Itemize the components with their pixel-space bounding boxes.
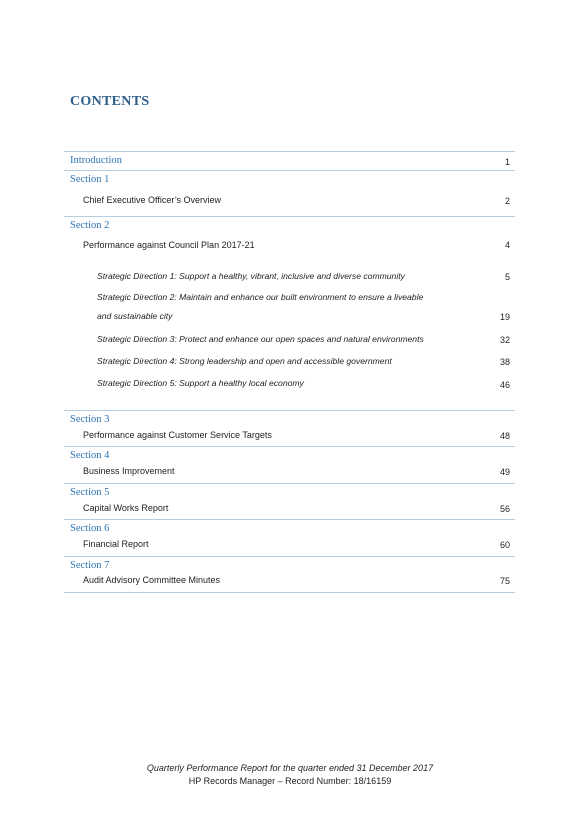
toc-entry-business-improvement[interactable]: Business Improvement: [83, 466, 175, 476]
toc-page-number: 1: [504, 157, 510, 167]
toc-page-number: 19: [499, 312, 510, 322]
toc-section-5[interactable]: Section 5: [70, 487, 110, 498]
toc-section-3[interactable]: Section 3: [70, 414, 110, 425]
toc-introduction[interactable]: Introduction: [70, 155, 122, 166]
toc-rule: [64, 592, 515, 593]
toc-page-number: 56: [499, 504, 510, 514]
toc-section-1[interactable]: Section 1: [70, 174, 110, 185]
toc-rule: [64, 170, 515, 171]
toc-rule: [64, 556, 515, 557]
footer-report-title: Quarterly Performance Report for the quarter ended 31 December 2017: [146, 763, 434, 773]
toc-rule: [64, 483, 515, 484]
toc-sub-entry-sd4[interactable]: Strategic Direction 4: Strong leadership and open and accessible government: [97, 356, 392, 366]
page-title: CONTENTS: [70, 94, 150, 109]
toc-page-number: 48: [499, 431, 510, 441]
toc-section-7[interactable]: Section 7: [70, 560, 110, 571]
toc-page-number: 46: [499, 380, 510, 390]
toc-rule: [64, 151, 515, 152]
toc-page-number: 4: [504, 240, 510, 250]
toc-rule: [64, 216, 515, 217]
toc-page-number: 5: [504, 272, 510, 282]
toc-section-6[interactable]: Section 6: [70, 523, 110, 534]
footer-record-number: HP Records Manager – Record Number: 18/16159: [188, 776, 392, 786]
toc-section-2[interactable]: Section 2: [70, 220, 110, 231]
toc-entry-customer-service[interactable]: Performance against Customer Service Targets: [83, 430, 272, 440]
toc-page-number: 38: [499, 357, 510, 367]
toc-entry-financial-report[interactable]: Financial Report: [83, 539, 149, 549]
toc-rule: [64, 446, 515, 447]
toc-sub-entry-sd1[interactable]: Strategic Direction 1: Support a healthy, vibrant, inclusive and diverse community: [97, 271, 405, 281]
toc-page-number: 75: [499, 576, 510, 586]
toc-rule: [64, 519, 515, 520]
toc-sub-entry-sd2[interactable]: Strategic Direction 2: Maintain and enhance our built environment to ensure a liveable: [97, 292, 424, 302]
toc-entry-capital-works[interactable]: Capital Works Report: [83, 503, 169, 513]
toc-sub-entry-sd2-cont[interactable]: and sustainable city: [97, 311, 173, 321]
toc-sub-entry-sd5[interactable]: Strategic Direction 5: Support a healthy local economy: [97, 378, 304, 388]
toc-entry-ceo-overview[interactable]: Chief Executive Officer’s Overview: [83, 195, 222, 205]
toc-section-4[interactable]: Section 4: [70, 450, 110, 461]
toc-page-number: 49: [499, 467, 510, 477]
toc-entry-council-plan[interactable]: Performance against Council Plan 2017-21: [83, 240, 255, 250]
toc-page-number: 2: [504, 196, 510, 206]
toc-page-number: 60: [499, 540, 510, 550]
toc-sub-entry-sd3[interactable]: Strategic Direction 3: Protect and enhance our open spaces and natural environments: [97, 334, 424, 344]
toc-entry-audit-committee[interactable]: Audit Advisory Committee Minutes: [83, 575, 221, 585]
toc-page-number: 32: [499, 335, 510, 345]
toc-rule: [64, 410, 515, 411]
